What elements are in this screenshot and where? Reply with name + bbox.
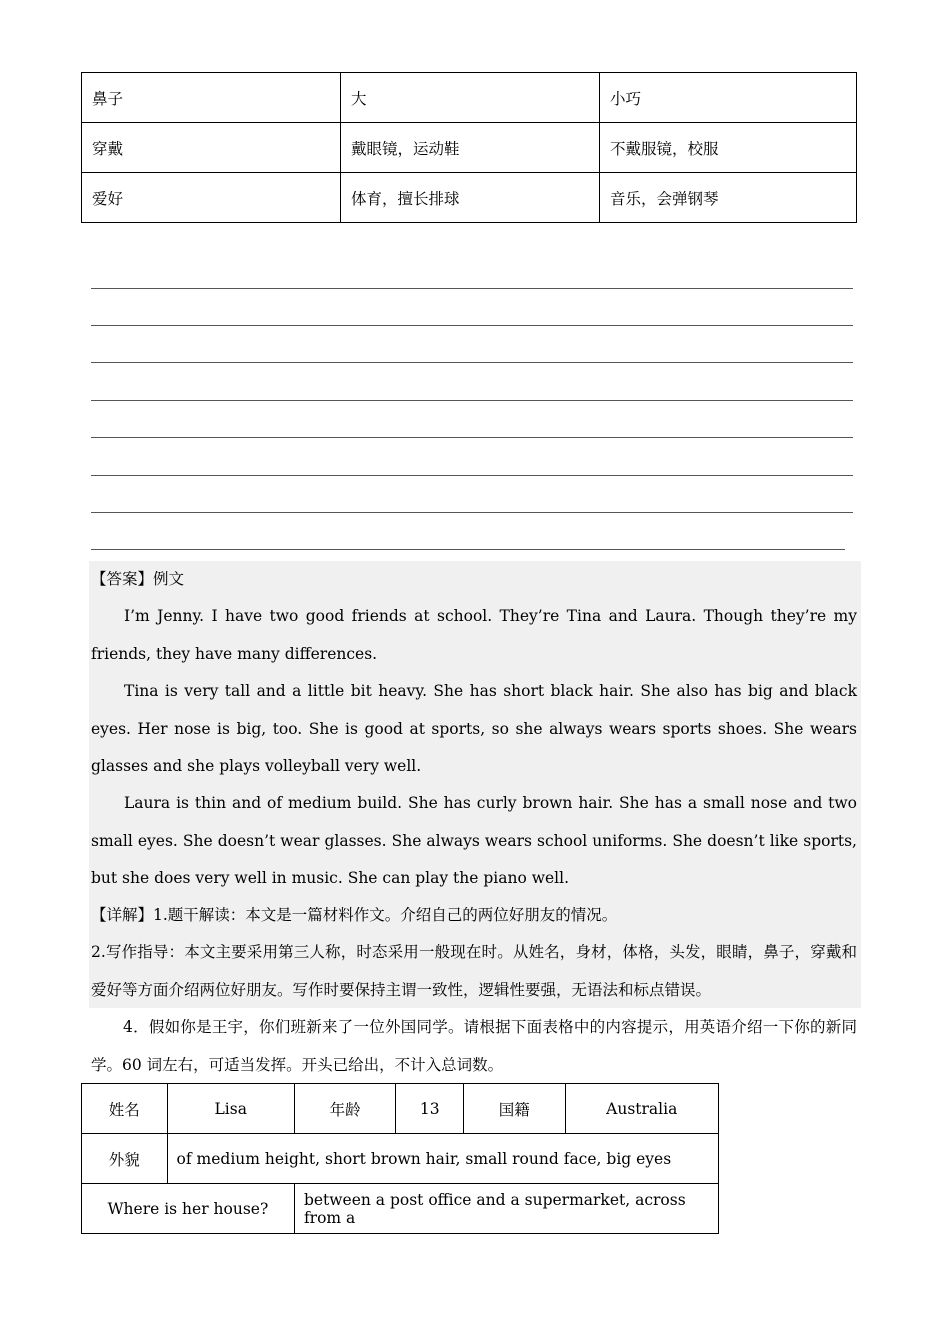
writing-line [91, 325, 853, 326]
writing-line [91, 475, 853, 476]
age-label: 年龄 [294, 1084, 395, 1134]
table-row [82, 173, 857, 223]
age-value: 13 [396, 1084, 464, 1134]
answer-paragraph: I’m Jenny. I have two good friends at school. They’re Tina and Laura. Though they’re my friends, they have many differences. [91, 607, 857, 663]
table-cell: 鼻子 [82, 73, 341, 123]
table-cell: 爱好 [82, 173, 341, 223]
table-cell: 体育，擅长排球 [341, 173, 600, 223]
nationality-value: Australia [565, 1084, 719, 1134]
detail-line: 2.写作指导：本文主要采用第三人称，时态采用一般现在时。从姓名，身材，体格，头发，眼睛，鼻子，穿戴和爱好等方面介绍两位好朋友。写作时要保持主谓一致性，逻辑性要强，无语法和标点错误。 [91, 943, 857, 999]
nationality-label: 国籍 [464, 1084, 565, 1134]
table-cell: 不戴服镜，校服 [600, 123, 857, 173]
writing-line [91, 400, 853, 401]
table-cell: 音乐，会弹钢琴 [600, 173, 857, 223]
table-cell: 穿戴 [82, 123, 341, 173]
table-cell: 小巧 [600, 73, 857, 123]
appearance-label: 外貌 [82, 1134, 168, 1184]
name-value: Lisa [167, 1084, 294, 1134]
student-info-table [81, 1083, 719, 1234]
table-cell: 大 [341, 73, 600, 123]
name-label: 姓名 [82, 1084, 168, 1134]
writing-line [91, 512, 853, 513]
house-value: between a post office and a supermarket, across from a [294, 1184, 718, 1234]
answer-paragraph: Laura is thin and of medium build. She has curly brown hair. She has a small nose and two small eyes. She doesn’t wear glasses. She always wears school uniforms. She doesn’t like sports, but she does very well in music. She can play the piano well. [91, 794, 857, 887]
table-cell: 戴眼镜，运动鞋 [341, 123, 600, 173]
appearance-value: of medium height, short brown hair, small round face, big eyes [167, 1134, 718, 1184]
house-label: Where is her house? [82, 1184, 295, 1234]
detail-line: 【详解】1.题干解读：本文是一篇材料作文。介绍自己的两位好朋友的情况。 [91, 906, 618, 924]
writing-line [91, 549, 845, 550]
question-4: 4．假如你是王宇，你们班新来了一位外国同学。请根据下面表格中的内容提示，用英语介绍一下你的新同学。60 词左右，可适当发挥。开头已给出，不计入总词数。 [91, 1018, 857, 1074]
answer-paragraph: Tina is very tall and a little bit heavy. She has short black hair. She also has big and black eyes. Her nose is big, too. She is good at sports, so she always wears sports shoes. She wears glasses and she plays volleyball very well. [91, 682, 857, 775]
answer-heading: 【答案】例文 [91, 570, 185, 588]
writing-line [91, 437, 853, 438]
traits-table [81, 72, 857, 223]
table-row [82, 123, 857, 173]
table-row [82, 73, 857, 123]
writing-line [91, 362, 853, 363]
table-row [82, 1184, 719, 1234]
table-row [82, 1084, 719, 1134]
table-row [82, 1134, 719, 1184]
writing-line [91, 288, 853, 289]
